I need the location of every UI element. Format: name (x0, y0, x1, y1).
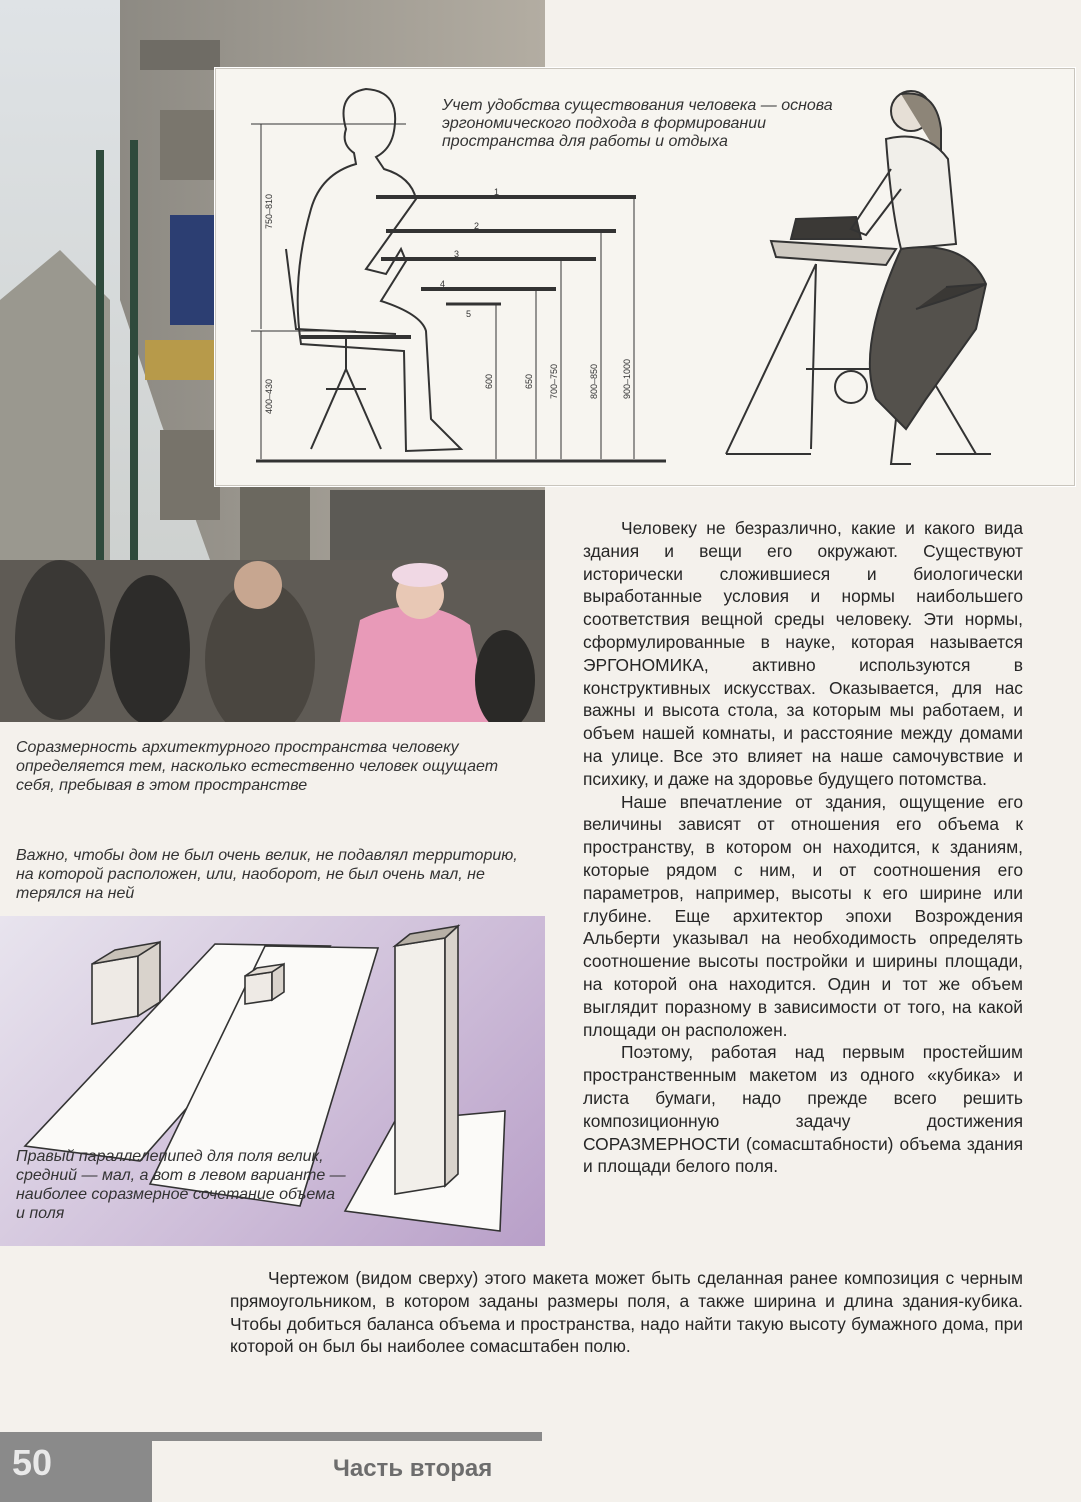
main-text-column (583, 517, 1023, 1178)
dim-label-6: 800–850 (589, 363, 599, 399)
dim-label-1: 750–810 (264, 193, 274, 229)
bottom-text (230, 1267, 1023, 1358)
desk-mark-2: 2 (474, 221, 480, 231)
dim-label-7: 900–1000 (622, 358, 632, 399)
photo-caption: Соразмерность архитектурного пространства человеку определяется тем, насколько естественно человек ощущает себя, пребывая в этом пространстве (16, 739, 499, 794)
dim-label-4: 650 (524, 373, 534, 389)
ergonomics-figure (215, 68, 1075, 486)
desk-mark-1: 1 (494, 187, 500, 197)
dim-label-5: 700–750 (549, 363, 559, 399)
paragraph-impression: Наше впечатление от здания, ощущение его величины зависят от отношения его объема к пространству, в котором он находится, к зданиям, которые рядом с ним, и от соотношения его параметров, например, высоты к его ширине или глубине. Еще архитектор эпохи Возрождения Альберти указывал на необходимость определять соотношение высоты постройки и ширины площади, на которой она находится. Один и тот же объем выглядит поразному в зависимости от того, на какой площади он расположен. (583, 791, 1023, 1040)
desk-mark-5: 5 (466, 309, 472, 319)
section-title: Часть вторая (333, 1455, 493, 1482)
footer-rule (152, 1432, 542, 1441)
desk-mark-3: 3 (454, 249, 460, 259)
page-number: 50 (12, 1442, 53, 1483)
ergonomics-caption: Учет удобства существования человека — основа эргономического подхода в формировании пространства для работы и отдыха (442, 97, 833, 150)
paragraph-proportion: Поэтому, работая над первым простейшим пространственным макетом из одного «кубика» и листа бумаги, надо прежде всего решить композиционную задачу достижения СОРАЗМЕРНОСТИ (сомасштабности) объема здания и площади белого поля. (583, 1042, 1023, 1177)
cubes-panel (0, 916, 545, 1246)
dim-label-2: 400–430 (264, 378, 274, 414)
cubes-caption: Правый параллелепипед для поля велик, средний — мал, а вот в левом варианте — наиболее соразмерное сочетание объема и поля (16, 1148, 346, 1222)
house-caption: Важно, чтобы дом не был очень велик, не подавлял территорию, на которой расположен, или, наоборот, не был очень мал, не терялся на ней (16, 847, 518, 902)
paragraph-ergonomics: Человеку не безразлично, какие и какого вида здания и вещи его окружают. Существуют исторически сложившиеся и биологически выработанные условия и нормы наибольшего соответствия вещной среды человеку. Эти нормы, сформулированные в науке, которая называется ЭРГОНОМИКА, активно используются в конструктивных искусствах. Оказывается, для нас важны и высота стола, за которым мы работаем, и объем нашей комнаты, и расстояние между домами на улице. Все это влияет на наше самочувствие и психику, и даже на здоровье будущего потомства. (583, 518, 1023, 789)
standing-woman-drawing (686, 69, 1074, 485)
desk-mark-4: 4 (440, 279, 446, 289)
paragraph-drawing: Чертежом (видом сверху) этого макета может быть сделанная ранее композиция с черным прямоугольником, в котором заданы размеры поля, а также ширина и длина здания-кубика. Чтобы добиться баланса объема и пространства, надо найти такую высоту бумажного дома, при которой он был бы наиболее сомасштабен полю. (230, 1268, 1023, 1357)
dim-label-3: 600 (484, 373, 494, 389)
